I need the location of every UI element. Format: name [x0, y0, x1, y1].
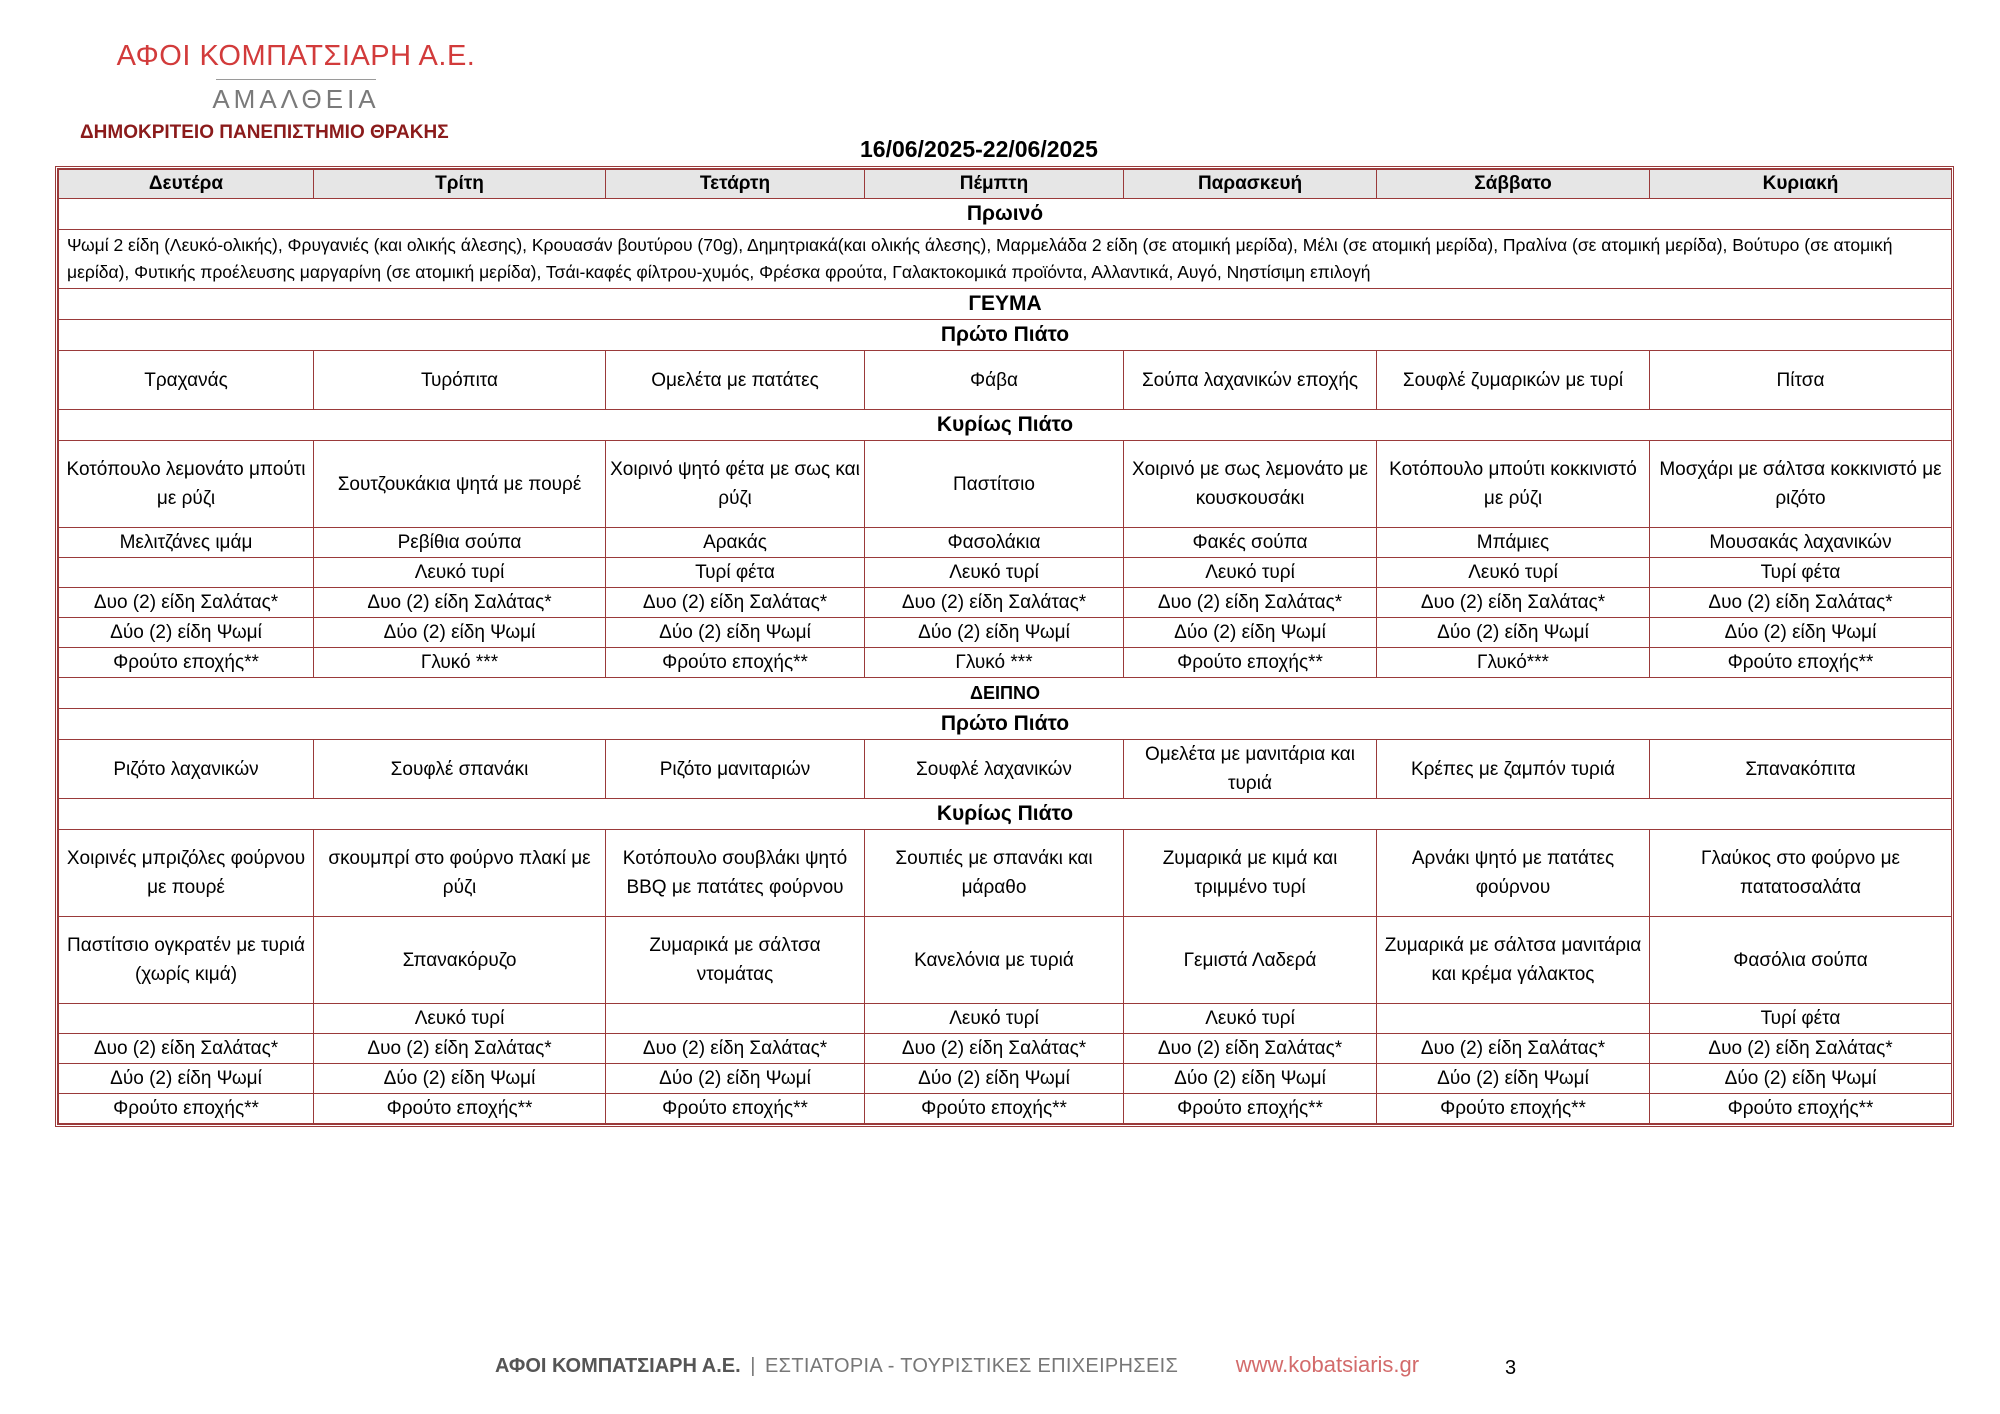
menu-cell: Φάβα [865, 351, 1124, 410]
menu-cell: Δυο (2) είδη Σαλάτας* [1650, 1034, 1952, 1064]
menu-cell: Δυο (2) είδη Σαλάτας* [606, 588, 865, 618]
menu-cell: Τυρί φέτα [1650, 1004, 1952, 1034]
menu-cell: Λευκό τυρί [1124, 558, 1377, 588]
menu-cell: Δυο (2) είδη Σαλάτας* [314, 588, 606, 618]
menu-cell: Δύο (2) είδη Ψωμί [606, 1064, 865, 1094]
dinner-alt-row [59, 917, 1952, 1004]
menu-cell: Φακές σούπα [1124, 528, 1377, 558]
menu-cell: Ρεβίθια σούπα [314, 528, 606, 558]
section-row [59, 320, 1952, 351]
day-header-cell: Πέμπτη [865, 170, 1124, 199]
menu-cell: Κοτόπουλο σουβλάκι ψητό BBQ με πατάτες φούρνου [606, 830, 865, 917]
logo-brand-name: ΑΜΑΛΘΕΙΑ [212, 84, 380, 114]
menu-cell: Φρούτο εποχής** [865, 1094, 1124, 1124]
menu-cell [59, 1004, 314, 1034]
menu-cell: Δύο (2) είδη Ψωμί [1124, 1064, 1377, 1094]
footer-company: ΑΦΟΙ ΚΟΜΠΑΤΣΙΑΡΗ Α.Ε. [495, 1355, 741, 1377]
menu-cell: Γλυκό *** [865, 648, 1124, 678]
menu-cell: Σουφλέ λαχανικών [865, 740, 1124, 799]
company-logo [108, 40, 484, 115]
menu-cell: Μπάμιες [1377, 528, 1650, 558]
dinner-first-title: Πρώτο Πιάτο [59, 709, 1952, 740]
menu-cell: Τυρί φέτα [606, 558, 865, 588]
lunch-salad-row [59, 588, 1952, 618]
page-footer [495, 1352, 1419, 1378]
university-name: ΔΗΜΟΚΡΙΤΕΙΟ ΠΑΝΕΠΙΣΤΗΜΙΟ ΘΡΑΚΗΣ [80, 122, 449, 143]
weekly-menu-table [58, 169, 1952, 1124]
menu-cell: Δυο (2) είδη Σαλάτας* [59, 588, 314, 618]
menu-cell: Χοιρινές μπριζόλες φούρνου με πουρέ [59, 830, 314, 917]
menu-cell: Δυο (2) είδη Σαλάτας* [1124, 588, 1377, 618]
menu-cell: Λευκό τυρί [1124, 1004, 1377, 1034]
section-row [59, 410, 1952, 441]
menu-cell: Δύο (2) είδη Ψωμί [314, 618, 606, 648]
dinner-cheese-row [59, 1004, 1952, 1034]
lunch-first-title: Πρώτο Πιάτο [59, 320, 1952, 351]
menu-cell: Φρούτο εποχής** [1124, 648, 1377, 678]
day-header-cell: Παρασκευή [1124, 170, 1377, 199]
menu-cell: Δύο (2) είδη Ψωμί [865, 1064, 1124, 1094]
lunch-first-row [59, 351, 1952, 410]
menu-cell: Φρούτο εποχής** [1650, 648, 1952, 678]
day-header-cell: Σάββατο [1377, 170, 1650, 199]
menu-cell: Λευκό τυρί [1377, 558, 1650, 588]
menu-cell: Δυο (2) είδη Σαλάτας* [865, 1034, 1124, 1064]
menu-cell: Ριζότο μανιταριών [606, 740, 865, 799]
menu-cell: Λευκό τυρί [865, 558, 1124, 588]
dinner-main-title: Κυρίως Πιάτο [59, 799, 1952, 830]
menu-cell: Κρέπες με ζαμπόν τυριά [1377, 740, 1650, 799]
menu-cell: Φρούτο εποχής** [1124, 1094, 1377, 1124]
section-row [59, 799, 1952, 830]
menu-cell: Τυρόπιτα [314, 351, 606, 410]
menu-cell: Δυο (2) είδη Σαλάτας* [59, 1034, 314, 1064]
lunch-main-row [59, 441, 1952, 528]
menu-cell: Μοσχάρι με σάλτσα κοκκινιστό με ριζότο [1650, 441, 1952, 528]
menu-cell: Φρούτο εποχής** [606, 1094, 865, 1124]
menu-cell: Δυο (2) είδη Σαλάτας* [1377, 588, 1650, 618]
dinner-main-row [59, 830, 1952, 917]
menu-cell: Πίτσα [1650, 351, 1952, 410]
menu-cell: Δύο (2) είδη Ψωμί [1377, 1064, 1650, 1094]
menu-cell: Ζυμαρικά με σάλτσα ντομάτας [606, 917, 865, 1004]
menu-cell: Ζυμαρικά με κιμά και τριμμένο τυρί [1124, 830, 1377, 917]
menu-table-frame [55, 166, 1954, 1127]
day-header-cell: Κυριακή [1650, 170, 1952, 199]
lunch-title: ΓΕΥΜΑ [59, 289, 1952, 320]
week-range: 16/06/2025-22/06/2025 [860, 136, 1098, 162]
menu-cell: Λευκό τυρί [865, 1004, 1124, 1034]
menu-cell: Δύο (2) είδη Ψωμί [314, 1064, 606, 1094]
menu-cell: Δυο (2) είδη Σαλάτας* [1377, 1034, 1650, 1064]
menu-cell: Δύο (2) είδη Ψωμί [1377, 618, 1650, 648]
menu-cell: Ομελέτα με μανιτάρια και τυριά [1124, 740, 1377, 799]
section-row [59, 709, 1952, 740]
day-header-cell: Δευτέρα [59, 170, 314, 199]
menu-cell [606, 1004, 865, 1034]
menu-cell: Σούπα λαχανικών εποχής [1124, 351, 1377, 410]
menu-cell: Χοιρινό με σως λεμονάτο με κουσκουσάκι [1124, 441, 1377, 528]
dinner-title: ΔΕΙΠΝΟ [59, 678, 1952, 709]
menu-cell: Ομελέτα με πατάτες [606, 351, 865, 410]
menu-cell: Δυο (2) είδη Σαλάτας* [1650, 588, 1952, 618]
logo-company-name: ΑΦΟΙ ΚΟΜΠΑΤΣΙΑΡΗ Α.Ε. [116, 40, 476, 72]
dinner-dessert-row [59, 1094, 1952, 1124]
menu-cell: Δυο (2) είδη Σαλάτας* [865, 588, 1124, 618]
menu-cell: Δύο (2) είδη Ψωμί [1650, 618, 1952, 648]
menu-cell [59, 558, 314, 588]
lunch-cheese-row [59, 558, 1952, 588]
lunch-dessert-row [59, 648, 1952, 678]
menu-cell: Γεμιστά Λαδερά [1124, 917, 1377, 1004]
menu-cell: Φασόλια σούπα [1650, 917, 1952, 1004]
menu-cell: Σουπιές με σπανάκι και μάραθο [865, 830, 1124, 917]
menu-cell: Λευκό τυρί [314, 1004, 606, 1034]
menu-cell: Φρούτο εποχής** [606, 648, 865, 678]
menu-cell: Λευκό τυρί [314, 558, 606, 588]
menu-cell: Κανελόνια με τυριά [865, 917, 1124, 1004]
section-row [59, 199, 1952, 230]
menu-cell: Παστίτσιο ογκρατέν με τυριά (χωρίς κιμά) [59, 917, 314, 1004]
dinner-salad-row [59, 1034, 1952, 1064]
menu-cell: Φρούτο εποχής** [59, 648, 314, 678]
page-number: 3 [1505, 1357, 1517, 1379]
breakfast-title: Πρωινό [59, 199, 1952, 230]
menu-cell: Φασολάκια [865, 528, 1124, 558]
menu-cell: Αρνάκι ψητό με πατάτες φούρνου [1377, 830, 1650, 917]
menu-cell: Ριζότο λαχανικών [59, 740, 314, 799]
menu-cell: Παστίτσιο [865, 441, 1124, 528]
menu-cell: Γλυκό *** [314, 648, 606, 678]
menu-cell: Μελιτζάνες ιμάμ [59, 528, 314, 558]
menu-cell: Αρακάς [606, 528, 865, 558]
menu-cell: σκουμπρί στο φούρνο πλακί με ρύζι [314, 830, 606, 917]
menu-cell: Δύο (2) είδη Ψωμί [59, 618, 314, 648]
menu-cell: Δυο (2) είδη Σαλάτας* [1124, 1034, 1377, 1064]
dinner-bread-row [59, 1064, 1952, 1094]
menu-cell: Φρούτο εποχής** [1650, 1094, 1952, 1124]
footer-services: ΕΣΤΙΑΤΟΡΙΑ - ΤΟΥΡΙΣΤΙΚΕΣ ΕΠΙΧΕΙΡΗΣΕΙΣ [765, 1355, 1179, 1377]
menu-cell: Γλυκό*** [1377, 648, 1650, 678]
breakfast-row [59, 230, 1952, 289]
section-row [59, 678, 1952, 709]
dinner-first-row [59, 740, 1952, 799]
menu-cell: Ζυμαρικά με σάλτσα μανιτάρια και κρέμα γάλακτος [1377, 917, 1650, 1004]
menu-cell: Τυρί φέτα [1650, 558, 1952, 588]
menu-cell: Τραχανάς [59, 351, 314, 410]
menu-cell: Δύο (2) είδη Ψωμί [1650, 1064, 1952, 1094]
menu-cell: Γλαύκος στο φούρνο με πατατοσαλάτα [1650, 830, 1952, 917]
menu-cell: Μουσακάς λαχανικών [1650, 528, 1952, 558]
menu-cell: Χοιρινό ψητό φέτα με σως και ρύζι [606, 441, 865, 528]
menu-cell: Φρούτο εποχής** [59, 1094, 314, 1124]
menu-cell: Δύο (2) είδη Ψωμί [1124, 618, 1377, 648]
menu-cell: Δυο (2) είδη Σαλάτας* [606, 1034, 865, 1064]
day-header-cell: Τετάρτη [606, 170, 865, 199]
section-row [59, 289, 1952, 320]
menu-cell: Σουτζουκάκια ψητά με πουρέ [314, 441, 606, 528]
menu-cell: Σουφλέ σπανάκι [314, 740, 606, 799]
menu-cell: Φρούτο εποχής** [314, 1094, 606, 1124]
menu-cell: Δυο (2) είδη Σαλάτας* [314, 1034, 606, 1064]
lunch-main-title: Κυρίως Πιάτο [59, 410, 1952, 441]
breakfast-text: Ψωμί 2 είδη (Λευκό-ολικής), Φρυγανιές (και ολικής άλεσης), Κρουασάν βουτύρου (70g), Δημητριακά(και ολικής άλεσης), Μαρμελάδα 2 είδη (σε ατομική μερίδα), Μέλι (σε ατομική μερίδα), Πραλίνα (σε ατομική μερίδα), Βούτυρο (σε ατομική μερίδα), Φυτικής προέλευσης μαργαρίνη (σε ατομική μερίδα), Τσάι-καφές φίλτρου-χυμός, Φρέσκα φρούτα, Γαλακτοκομικά προϊόντα, Αλλαντικά, Αυγό, Νηστίσιμη επιλογή [59, 230, 1952, 289]
lunch-bread-row [59, 618, 1952, 648]
menu-cell: Σπανακόπιτα [1650, 740, 1952, 799]
menu-cell: Σπανακόρυζο [314, 917, 606, 1004]
menu-cell: Κοτόπουλο μπούτι κοκκινιστό με ρύζι [1377, 441, 1650, 528]
menu-cell: Σουφλέ ζυμαρικών με τυρί [1377, 351, 1650, 410]
logo-divider [216, 79, 376, 80]
menu-cell [1377, 1004, 1650, 1034]
day-header-row [59, 170, 1952, 199]
menu-cell: Δύο (2) είδη Ψωμί [865, 618, 1124, 648]
menu-cell: Δύο (2) είδη Ψωμί [606, 618, 865, 648]
footer-separator: | [750, 1355, 756, 1377]
menu-cell: Κοτόπουλο λεμονάτο μπούτι με ρύζι [59, 441, 314, 528]
day-header-cell: Τρίτη [314, 170, 606, 199]
lunch-alt-row [59, 528, 1952, 558]
menu-cell: Δύο (2) είδη Ψωμί [59, 1064, 314, 1094]
footer-website-link[interactable]: www.kobatsiaris.gr [1235, 1352, 1420, 1377]
menu-cell: Φρούτο εποχής** [1377, 1094, 1650, 1124]
